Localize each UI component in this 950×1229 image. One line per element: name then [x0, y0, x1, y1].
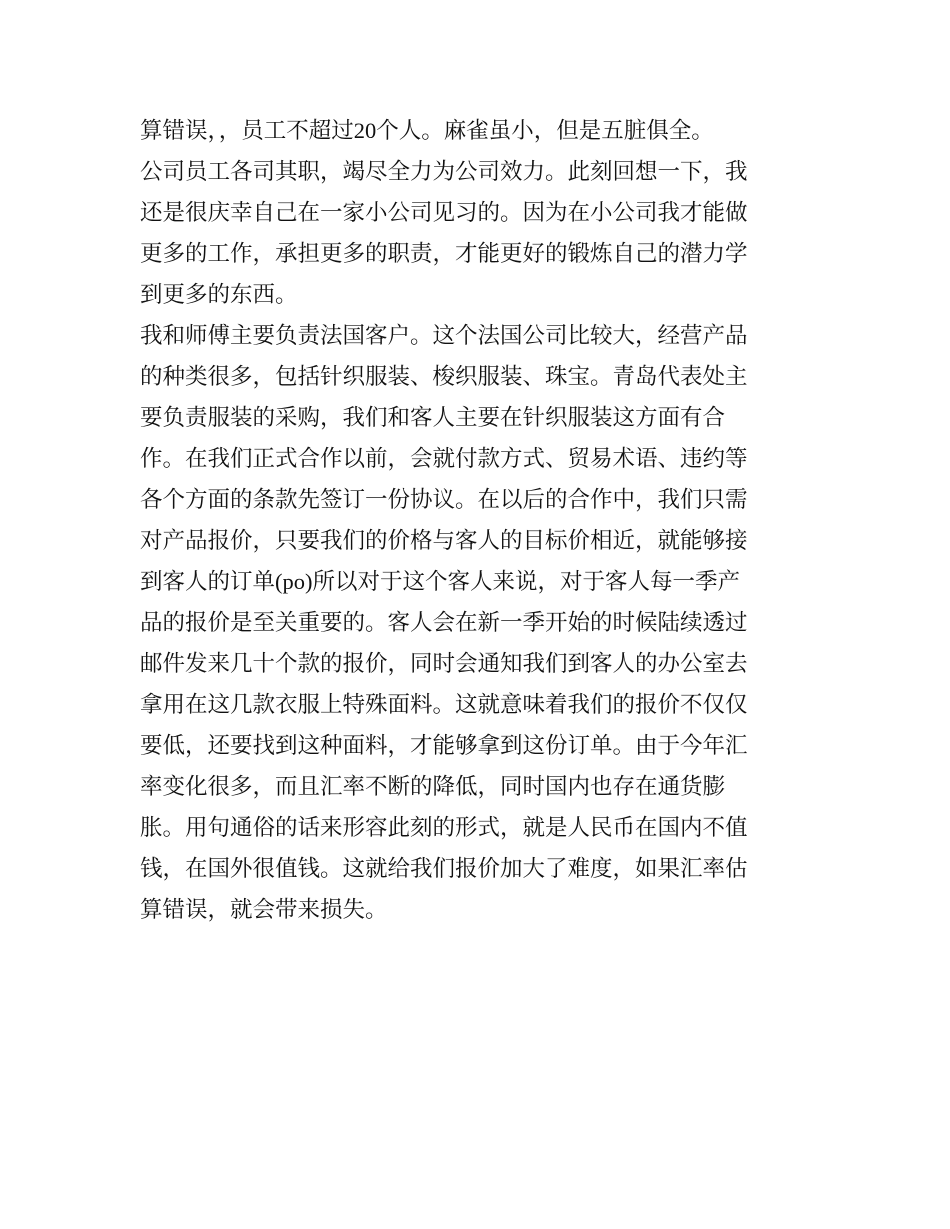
body-text [140, 110, 820, 930]
text-line: 公司员工各司其职，竭尽全力为公司效力。此刻回想一下，我 [140, 159, 748, 184]
text-line: 到更多的东西。 [140, 282, 298, 307]
text-line: 品的报价是至关重要的。客人会在新一季开始的时候陆续透过 [140, 610, 748, 635]
text-line: 要低，还要找到这种面料，才能够拿到这份订单。由于今年汇 [140, 733, 748, 758]
text-line: 各个方面的条款先签订一份协议。在以后的合作中，我们只需 [140, 487, 748, 512]
text-line: 钱，在国外很值钱。这就给我们报价加大了难度，如果汇率估 [140, 856, 748, 881]
text-line: 的种类很多，包括针织服装、梭织服装、珠宝。青岛代表处主 [140, 364, 748, 389]
text-line: 作。在我们正式合作以前，会就付款方式、贸易术语、违约等 [140, 446, 748, 471]
text-line: 算错误，，员工不超过20个人。麻雀虽小，但是五脏俱全。 [140, 118, 714, 143]
text-line: 要负责服装的采购，我们和客人主要在针织服装这方面有合 [140, 405, 726, 430]
text-line: 率变化很多，而且汇率不断的降低，同时国内也存在通货膨 [140, 774, 726, 799]
text-line: 更多的工作，承担更多的职责，才能更好的锻炼自己的潜力学 [140, 241, 748, 266]
text-line: 胀。用句通俗的话来形容此刻的形式，就是人民币在国内不值 [140, 815, 748, 840]
text-line: 我和师傅主要负责法国客户。这个法国公司比较大，经营产品 [140, 323, 748, 348]
text-line: 算错误，就会带来损失。 [140, 897, 388, 922]
text-line: 拿用在这几款衣服上特殊面料。这就意味着我们的报价不仅仅 [140, 692, 748, 717]
text-line: 对产品报价，只要我们的价格与客人的目标价相近，就能够接 [140, 528, 748, 553]
text-line: 还是很庆幸自己在一家小公司见习的。因为在小公司我才能做 [140, 200, 748, 225]
text-line: 到客人的订单(po)所以对于这个客人来说，对于客人每一季产 [140, 569, 740, 594]
text-line: 邮件发来几十个款的报价，同时会通知我们到客人的办公室去 [140, 651, 748, 676]
